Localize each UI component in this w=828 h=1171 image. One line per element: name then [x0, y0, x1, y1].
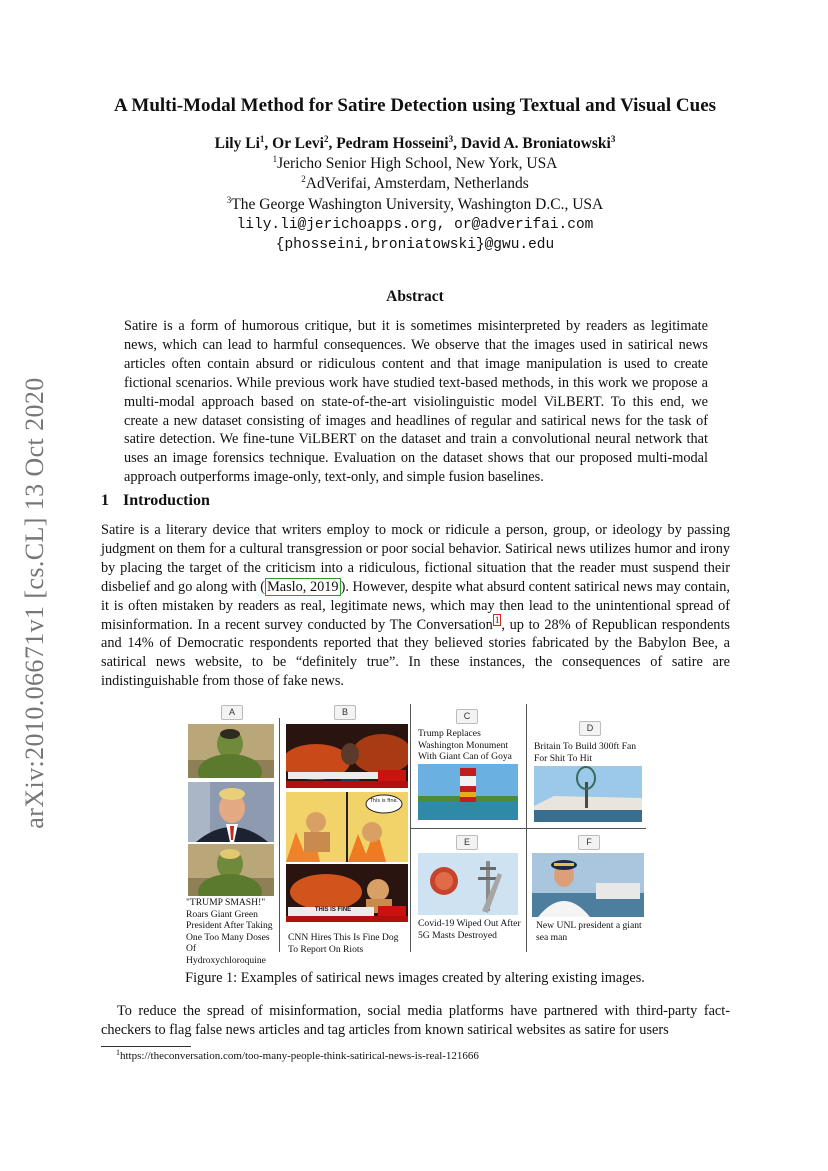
- abstract-heading: Abstract: [386, 288, 444, 305]
- author-name: Or Levi: [272, 135, 324, 152]
- hulk-photo: [188, 724, 274, 778]
- affiliation: [60, 154, 770, 174]
- author-sup: 2: [323, 134, 329, 144]
- affiliation-sup: 2: [301, 174, 306, 185]
- footnote-sup: 1: [116, 1048, 120, 1057]
- this-is-fine-broadcast: [286, 864, 408, 922]
- panel-caption: New UNL president a giant sea man: [536, 920, 642, 943]
- giant-fan-photo: [534, 766, 642, 822]
- affiliation: [60, 195, 770, 215]
- footnote-link[interactable]: 1: [494, 614, 500, 625]
- author-sup: 3: [448, 134, 454, 144]
- section-heading: [101, 492, 224, 510]
- panel-label: A: [221, 705, 243, 720]
- citation-link[interactable]: Maslo, 2019: [267, 578, 339, 595]
- speech-bubble-text: This is fine.: [369, 798, 399, 804]
- goya-can-photo: [418, 764, 518, 820]
- email-line: lily.li@jerichoapps.org, or@adverifai.com: [236, 216, 594, 233]
- author-name: Pedram Hosseini: [336, 135, 449, 152]
- figure-caption: Figure 1: Examples of satirical news images created by altering existing images.: [185, 970, 645, 986]
- author-sup: 3: [610, 134, 616, 144]
- author-block: [60, 134, 770, 255]
- panel-label: D: [579, 721, 601, 736]
- panel-caption: Covid-19 Wiped Out After 5G Masts Destroyed: [418, 918, 521, 941]
- hulk-photo: [188, 844, 274, 896]
- intro-paragraph: [101, 521, 730, 691]
- author-name: Lily Li: [214, 135, 260, 152]
- footnote: [116, 1050, 479, 1062]
- sea-captain-photo: [532, 853, 644, 917]
- panel-label: B: [334, 705, 356, 720]
- tv-banner-text: THIS IS FINE: [314, 907, 352, 913]
- panel-divider: [410, 828, 646, 829]
- arxiv-identifier: arXiv:2010.06671v1 [cs.CL] 13 Oct 2020: [20, 377, 49, 829]
- section-title: Introduction: [123, 492, 210, 509]
- virus-5g-mast-image: [418, 853, 518, 915]
- trump-photo: [188, 782, 274, 842]
- abstract-text: Satire is a form of humorous critique, but it is sometimes misinterpreted by readers as legitimate news, which can lead to harmful consequences. We observe that the images used in satirical news articles often contain absurd or ridiculous content and that image manipulation is used to create fictional scenarios. While previous work have studied text-based methods, in this work we propose a multi-modal approach based on state-of-the-art visiolinguistic model ViLBERT. To this end, we create a new dataset consisting of images and headlines of regular and satirical news for the task of satire detection. We fine-tune ViLBERT on the dataset and train a convolutional neural network that uses an image forensics technique. Evaluation on the dataset shows that our proposed multi-modal approach outperforms image-only, text-only, and simple fusion baselines.: [124, 318, 708, 486]
- affiliation-sup: 3: [226, 194, 232, 205]
- panel-caption: CNN Hires This Is Fine Dog To Report On Riots: [288, 932, 399, 955]
- panel-divider: [279, 718, 280, 952]
- affiliation-text: AdVerifai, Amsterdam, Netherlands: [305, 175, 529, 193]
- affiliation: [60, 174, 770, 194]
- panel-caption: Britain To Build 300ft Fan For Shit To Hit: [534, 741, 637, 764]
- intro-text: , up to 28% of Republican respondents and 14% of Democratic respondents reported that they believed stories fabricated by the Babylon Bee, a satirical news website, to be “definitely true”. In these instances, the consequences of satire are indistinguishable from those of fake news.: [101, 616, 730, 690]
- intro-text: Satire is a literary device that writers employ to mock or ridicule a person, group, or ideology by passing judgment on them for a cultural transgression or poor social behavior. Satirical news utilizes humor and irony by placing the target of the criticism into a ridiculous, fictional situation that the reader must suspend their disbelief and go along with (: [101, 522, 730, 595]
- paper-title: A Multi-Modal Method for Satire Detection using Textual and Visual Cues: [113, 95, 717, 116]
- panel-label: C: [456, 709, 478, 724]
- footnote-url[interactable]: https://theconversation.com/too-many-people-think-satirical-news-is-real-121666: [120, 1050, 479, 1062]
- panel-label: E: [456, 835, 478, 850]
- author-names: Lily Li$^1$, Or Levi$^2$, Pedram Hosseini$^3$, David A. Broniatowski$^3$: [214, 134, 616, 152]
- intro-text: ). However, despite what absurd content satirical news may contain, it is often mistaken by readers as real, legitimate news, which may then lead to the unintentional spread of misinformation. In a recent survey conducted by The Conversation: [101, 578, 730, 633]
- author-sup: 1: [259, 134, 265, 144]
- news-broadcast-image: [286, 724, 408, 788]
- figure-1: [186, 704, 646, 966]
- panel-caption: "TRUMP SMASH!" Roars Giant Green President After Taking One Too Many Doses Of Hydroxychloroquine: [186, 897, 273, 966]
- intro-paragraph-2: To reduce the spread of misinformation, social media platforms have partnered with third-party fact-checkers to flag false news articles and tag articles from known satirical websites as satire for users: [101, 1003, 730, 1038]
- affiliation-text: The George Washington University, Washington D.C., USA: [231, 195, 604, 213]
- panel-label: F: [578, 835, 600, 850]
- affiliation-sup: 1: [272, 154, 278, 165]
- panel-caption: Trump Replaces Washington Monument With Giant Can of Goya: [418, 728, 512, 762]
- section-number: 1: [101, 492, 109, 509]
- footnote-rule: [101, 1046, 191, 1047]
- affiliation-text: Jericho Senior High School, New York, USA: [277, 155, 558, 173]
- email-line: {phosseini,broniatowski}@gwu.edu: [275, 237, 555, 254]
- author-name: David A. Broniatowski: [460, 135, 611, 152]
